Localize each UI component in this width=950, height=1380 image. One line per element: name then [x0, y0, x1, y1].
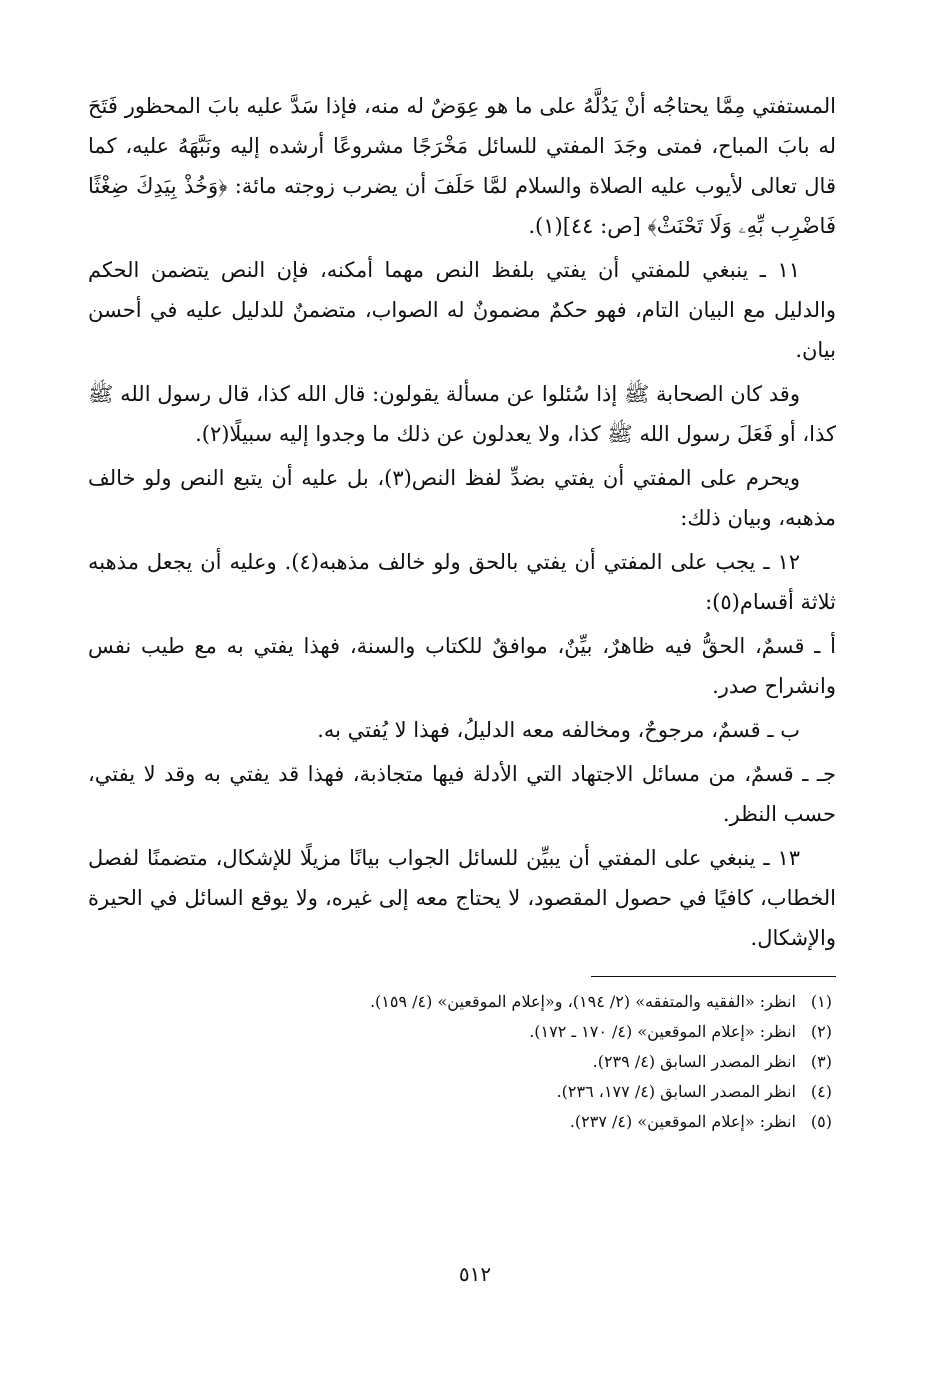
- footnote-text: انظر: «إعلام الموقعين» (٤/ ٢٣٧).: [569, 1112, 796, 1131]
- footnote-item: [88, 987, 832, 1017]
- page-body: [88, 86, 836, 1137]
- paragraph-rule-12: ١٢ ـ يجب على المفتي أن يفتي بالحق ولو خالف مذهبه(٤). وعليه أن يجعل مذهبه ثلاثة أقسام(٥):: [88, 550, 836, 614]
- footnote-number: (١): [810, 992, 832, 1011]
- page-number: ٥١٢: [458, 1262, 492, 1286]
- footnotes: [88, 987, 836, 1137]
- footnote-item: [88, 1047, 832, 1077]
- footnote-text: انظر: «إعلام الموقعين» (٤/ ١٧٠ ـ ١٧٢).: [529, 1022, 796, 1041]
- footnote-number: (٢): [810, 1022, 832, 1041]
- footnote-item: [88, 1077, 832, 1107]
- footnote-text: انظر المصدر السابق (٤/ ١٧٧، ٢٣٦).: [556, 1082, 796, 1101]
- footnote-text: انظر: «الفقيه والمتفقه» (٢/ ١٩٤)، و«إعلام الموقعين» (٤/ ١٥٩).: [369, 992, 796, 1011]
- footnote-item: [88, 1107, 832, 1137]
- paragraph-section-a: أ ـ قسمٌ، الحقُّ فيه ظاهرٌ، بيِّنٌ، موافقٌ للكتاب والسنة، فهذا يفتي به مع طيب نفس وانشراح صدر.: [88, 634, 836, 698]
- paragraph-companions: وقد كان الصحابة ﷺ إذا سُئلوا عن مسألة يقولون: قال الله كذا، قال رسول الله ﷺ كذا، أو فَعَلَ رسول الله ﷺ كذا، ولا يعدلون عن ذلك ما وجدوا إليه سبيلًا(٢).: [88, 382, 836, 446]
- paragraph-prohibition: ويحرم على المفتي أن يفتي بضدِّ لفظ النص(٣)، بل عليه أن يتبع النص ولو خالف مذهبه، وبيان ذلك:: [88, 466, 836, 530]
- footnote-number: (٣): [810, 1052, 832, 1071]
- paragraph-section-c: جـ ـ قسمٌ، من مسائل الاجتهاد التي الأدلة فيها متجاذبة، فهذا قد يفتي به وقد لا يفتي، حسب النظر.: [88, 762, 836, 826]
- footnote-item: [88, 1017, 832, 1047]
- paragraph-rule-11: ١١ ـ ينبغي للمفتي أن يفتي بلفظ النص مهما أمكنه، فإن النص يتضمن الحكم والدليل مع البيان التام، فهو حكمٌ مضمونٌ له الصواب، متضمنٌ للدليل عليه في أحسن بيان.: [88, 258, 836, 362]
- footnote-text: انظر المصدر السابق (٤/ ٢٣٩).: [592, 1052, 796, 1071]
- paragraph-rule-13: ١٣ ـ ينبغي على المفتي أن يبيِّن للسائل الجواب بيانًا مزيلًا للإشكال، متضمنًا لفصل الخطاب، كافيًا في حصول المقصود، لا يحتاج معه إلى غيره، ولا يوقع السائل في الحيرة والإشكال.: [88, 846, 836, 950]
- paragraph-continuation: المستفتي مِمَّا يحتاجُه أنْ يَدُلَّهُ على ما هو عِوَضٌ له منه، فإذا سَدَّ عليه بابَ المحظور فَتَحَ له بابَ المباح، فمتى وجَدَ المفتي للسائل مَخْرَجًا مشروعًا أرشده إليه ونَبَّهَهُ عليه، كما قال تعالى لأيوب عليه الصلاة والسلام لمَّا حَلَفَ أن يضرب زوجته مائة: ﴿وَخُذْ بِيَدِكَ ضِغْثًا فَاضْرِب بِّهِۦ وَلَا تَحْنَثْ﴾ [ص: ٤٤](١).: [88, 94, 836, 238]
- paragraph-section-b: ب ـ قسمٌ، مرجوحٌ، ومخالفه معه الدليلُ، فهذا لا يُفتي به.: [317, 718, 800, 742]
- footnote-number: (٤): [810, 1082, 832, 1101]
- footnote-number: (٥): [810, 1112, 832, 1131]
- footnote-divider: [591, 976, 836, 977]
